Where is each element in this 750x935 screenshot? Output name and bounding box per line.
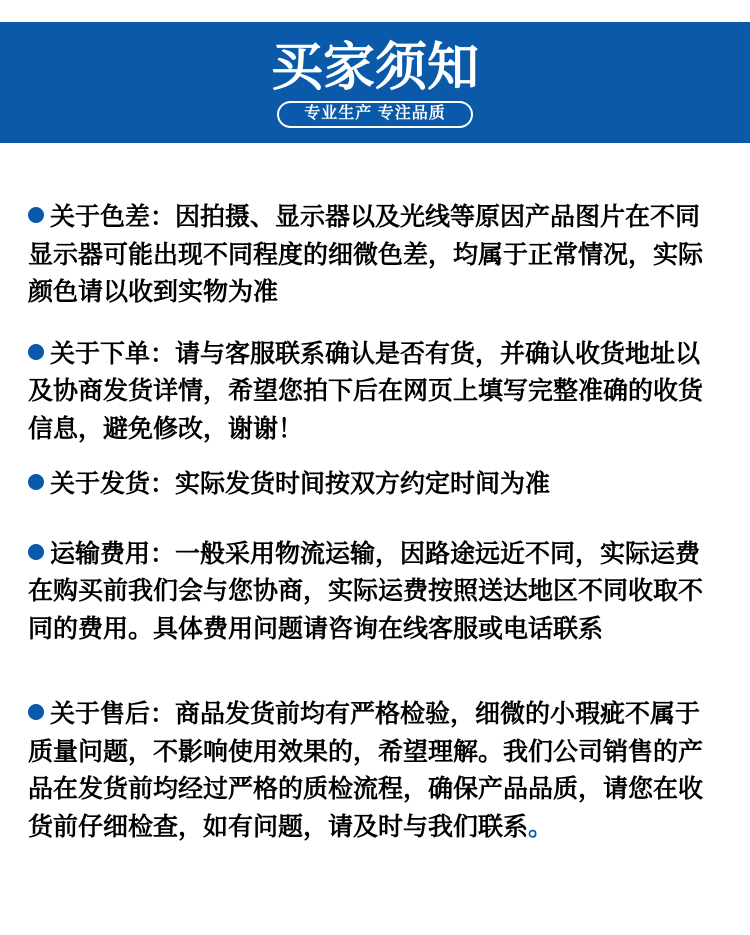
blue-period: 。 bbox=[528, 812, 554, 841]
notice-text: 关于售后：商品发货前均有严格检验，细微的小瑕疵不属于质量问题，不影响使用效果的，希望理解。我们公司销售的产品在发货前均经过严格的质检流程，确保产品品质，请您在收货前仔细检查，如有问题，请及时与我们联系 bbox=[28, 700, 704, 841]
bullet-icon bbox=[28, 474, 44, 490]
notice-list bbox=[0, 143, 750, 846]
notice-text: 关于色差：因拍摄、显示器以及光线等原因产品图片在不同显示器可能出现不同程度的细微色差，均属于正常情况，实际颜色请以收到实物为准 bbox=[28, 203, 704, 306]
notice-paragraph-after-sales bbox=[28, 696, 722, 846]
notice-paragraph-ordering bbox=[28, 336, 722, 449]
header-banner bbox=[0, 22, 750, 143]
notice-text: 关于发货：实际发货时间按双方约定时间为准 bbox=[50, 470, 551, 498]
bullet-icon bbox=[28, 544, 44, 560]
quality-badge: 专业生产 专注品质 bbox=[277, 101, 472, 128]
badge-row bbox=[0, 101, 750, 128]
notice-text: 关于下单：请与客服联系确认是否有货，并确认收货地址以及协商发货详情，希望您拍下后在网页上填写完整准确的收货信息，避免修改，谢谢！ bbox=[28, 339, 704, 443]
notice-paragraph-color-difference bbox=[28, 199, 722, 312]
notice-paragraph-shipping bbox=[28, 466, 722, 504]
bullet-icon bbox=[28, 704, 44, 720]
bullet-icon bbox=[28, 344, 44, 360]
top-spacer bbox=[0, 0, 750, 22]
notice-paragraph-freight bbox=[28, 536, 722, 649]
page-title: 买家须知 bbox=[270, 39, 479, 97]
notice-text: 运输费用：一般采用物流运输，因路途远近不同，实际运费在购买前我们会与您协商，实际运费按照送达地区不同收取不同的费用。具体费用问题请咨询在线客服或电话联系 bbox=[28, 539, 704, 643]
bullet-icon bbox=[28, 207, 44, 223]
